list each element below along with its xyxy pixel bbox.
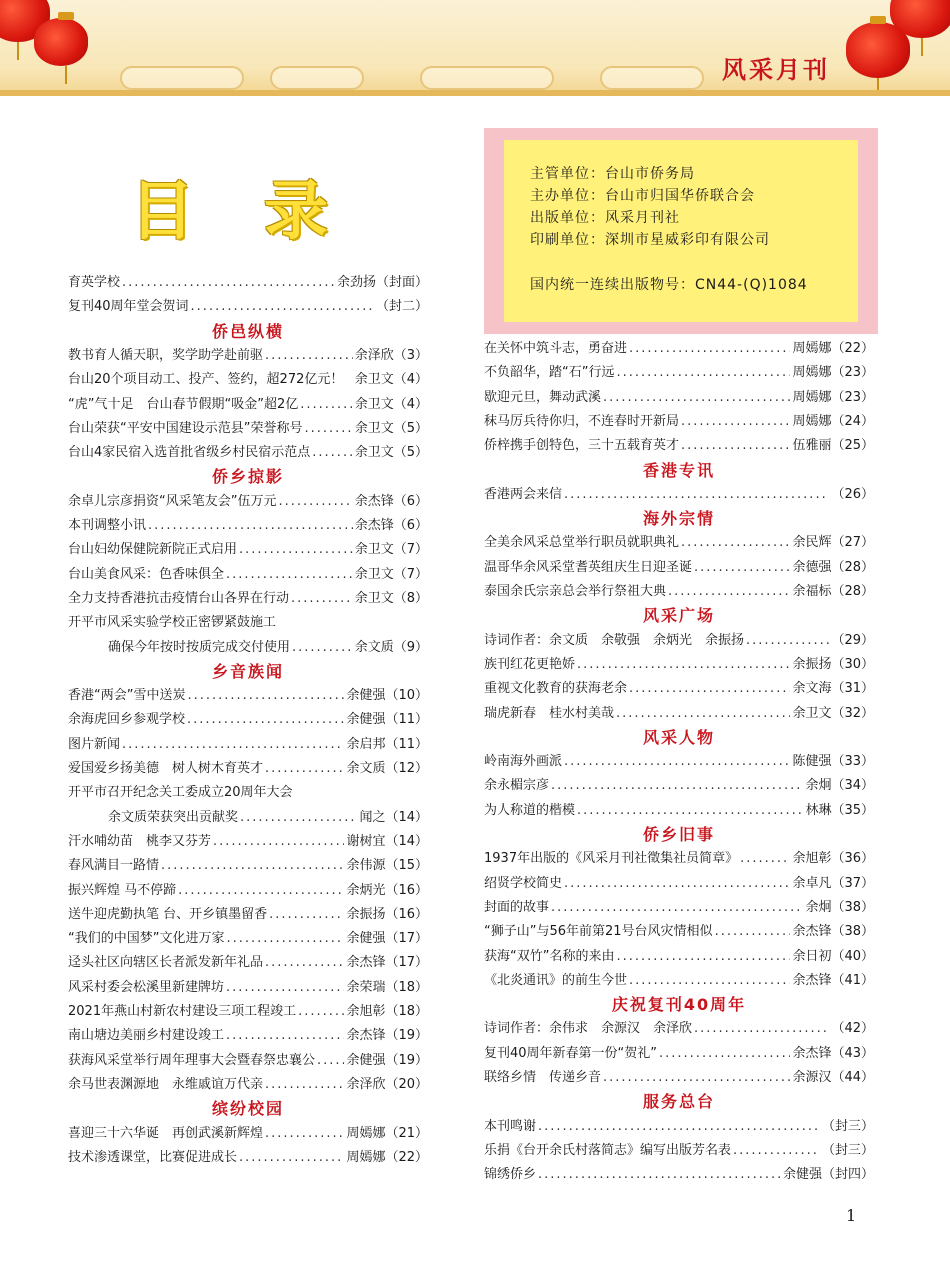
dot-leader bbox=[564, 751, 790, 773]
dot-leader bbox=[292, 637, 353, 659]
entry-title: 余文质荣获突出贡献奖 bbox=[108, 809, 239, 825]
dot-leader bbox=[178, 880, 344, 902]
dot-leader bbox=[304, 418, 352, 440]
toc-entry[interactable] bbox=[68, 1123, 428, 1145]
dot-leader bbox=[187, 685, 344, 707]
entry-title: 教书育人循天职，奖学助学赴前驱 bbox=[68, 347, 264, 363]
dot-leader bbox=[278, 491, 352, 513]
entry-author-page: 谢树宜（14） bbox=[346, 833, 428, 849]
dot-leader bbox=[659, 1043, 790, 1065]
entry-author-page: 余日初（40） bbox=[792, 948, 874, 964]
entry-author-page: 余卫文（5） bbox=[354, 420, 428, 436]
entry-author-page: 余健强（17） bbox=[346, 931, 428, 947]
entry-author-page: 余振扬（30） bbox=[792, 656, 874, 672]
dot-leader bbox=[122, 272, 335, 294]
entry-title: 春风满目一路情 bbox=[68, 858, 160, 874]
entry-title: 瑞虎新春 桂水村美哉 bbox=[484, 705, 615, 721]
entry-author-page: 余健强（19） bbox=[346, 1052, 428, 1068]
section-heading: 侨乡旧事 bbox=[642, 825, 715, 844]
entry-title: 台山20个项目动工、投产、签约，超272亿元！ bbox=[68, 372, 344, 388]
entry-author-page: 余健强（10） bbox=[346, 688, 428, 704]
dot-leader bbox=[265, 1123, 344, 1145]
entry-title: 本刊鸣谢 bbox=[484, 1118, 537, 1134]
entry-author-page: 余炯（38） bbox=[805, 899, 874, 915]
dot-leader bbox=[564, 484, 829, 506]
toc-entry[interactable] bbox=[68, 782, 428, 804]
entry-author-page: 林琳（35） bbox=[805, 802, 874, 818]
section-heading: 缤纷校园 bbox=[211, 1099, 284, 1119]
toc-entry[interactable] bbox=[68, 685, 428, 707]
toc-entry[interactable] bbox=[484, 387, 874, 409]
entry-author-page: 余旭彰（18） bbox=[346, 1004, 428, 1019]
entry-title: 台山荣获“平安中国建设示范县”荣誉称号 bbox=[68, 420, 303, 436]
entry-author-page: 陈健强（33） bbox=[792, 754, 874, 770]
entry-title: 本刊调整小讯 bbox=[68, 518, 147, 533]
dot-leader bbox=[668, 581, 790, 603]
entry-title: 锦绣侨乡 bbox=[484, 1167, 537, 1183]
toc-entry[interactable] bbox=[484, 362, 874, 384]
entry-author-page: 余伟源（15） bbox=[346, 858, 428, 874]
toc-entry[interactable] bbox=[68, 734, 428, 756]
toc-entry[interactable] bbox=[68, 418, 428, 440]
toc-entry[interactable] bbox=[68, 588, 428, 610]
entry-author-page: 余泽欣（20） bbox=[346, 1076, 428, 1092]
magazine-name: 风采月刊 bbox=[722, 55, 830, 84]
dot-leader bbox=[317, 1050, 344, 1072]
dot-leader bbox=[681, 435, 790, 457]
entry-title: 全美余风采总堂举行职员就职典礼 bbox=[484, 535, 680, 551]
dot-leader bbox=[616, 946, 790, 968]
toc-entry[interactable] bbox=[68, 904, 428, 926]
toc-entry[interactable] bbox=[484, 1164, 874, 1186]
dot-leader bbox=[629, 338, 790, 360]
entry-author-page: 余炳光（16） bbox=[346, 882, 428, 898]
entry-title: 振兴辉煌 马不停蹄 bbox=[68, 882, 177, 898]
entry-author-page: 余卫文（32） bbox=[792, 705, 874, 721]
entry-title: 族刊红花更艳娇 bbox=[484, 656, 576, 672]
toc-entry[interactable] bbox=[484, 946, 874, 968]
entry-author-page: 余启邦（11） bbox=[346, 736, 428, 752]
section-heading: 侨乡掠影 bbox=[211, 467, 284, 487]
dot-leader bbox=[226, 564, 353, 586]
toc-entry[interactable] bbox=[484, 484, 874, 506]
entry-title: 余马世表渊源地 永维戚谊万代亲 bbox=[68, 1076, 264, 1092]
dot-leader bbox=[226, 977, 344, 999]
toc-entry[interactable] bbox=[68, 539, 428, 561]
entry-author-page: 余文质（9） bbox=[354, 639, 428, 655]
entry-author-page: 余文海（31） bbox=[792, 681, 874, 697]
entry-title: 开平市风采实验学校正密锣紧鼓施工 bbox=[68, 615, 277, 631]
entry-author-page: 闻之（14） bbox=[359, 809, 428, 825]
entry-author-page: （42） bbox=[831, 1021, 874, 1037]
toc-entry[interactable] bbox=[68, 880, 428, 902]
dot-leader bbox=[312, 442, 352, 464]
section-heading: 服务总台 bbox=[642, 1092, 715, 1112]
lantern-left-icon bbox=[34, 18, 88, 66]
entry-title: 送牛迎虎勤执笔 台、开乡镇墨留香 bbox=[68, 906, 268, 922]
entry-title: 台山4家民宿入选首批省级乡村民宿示范点 bbox=[68, 445, 311, 461]
entry-author-page: 余德强（28） bbox=[792, 559, 874, 575]
entry-title: 爱国爱乡扬美德 树人树木育英才 bbox=[68, 761, 264, 776]
dot-leader bbox=[551, 775, 803, 797]
dot-leader bbox=[603, 1067, 790, 1089]
entry-author-page: 余炯（34） bbox=[805, 778, 874, 794]
entry-author-page: 余杰锋（6） bbox=[354, 493, 428, 509]
entry-author-page: 周嫣娜（22） bbox=[792, 341, 874, 356]
toc-entry[interactable] bbox=[68, 515, 428, 537]
toc-entry[interactable] bbox=[484, 581, 874, 603]
toc-entry[interactable] bbox=[68, 272, 428, 294]
toc-entry[interactable] bbox=[484, 751, 874, 773]
toc-title: 目录 bbox=[130, 175, 398, 249]
dot-leader bbox=[265, 758, 344, 780]
entry-author-page: 余健强（封四） bbox=[782, 1167, 874, 1183]
toc-entry[interactable] bbox=[484, 848, 874, 870]
entry-title: 台山美食风采：色香味俱全 bbox=[68, 566, 225, 582]
toc-entry[interactable] bbox=[484, 630, 874, 652]
entry-author-page: 余卫文（7） bbox=[354, 542, 428, 558]
dot-leader bbox=[265, 952, 344, 974]
dot-leader bbox=[161, 855, 344, 877]
dot-leader bbox=[681, 411, 790, 433]
toc-entry[interactable] bbox=[68, 369, 428, 391]
toc-entry[interactable] bbox=[484, 411, 874, 433]
entry-title: 岭南海外画派 bbox=[484, 754, 563, 770]
entry-author-page: 余杰锋（41） bbox=[792, 972, 874, 988]
toc-entry[interactable] bbox=[484, 532, 874, 554]
info-serial-number: 国内统一连续出版物号：CN44-(Q)1084 bbox=[530, 277, 808, 293]
entry-title: 余卓儿宗彦捐资“风采笔友会”伍万元 bbox=[68, 493, 277, 509]
toc-entry[interactable] bbox=[484, 1116, 874, 1138]
toc-entry[interactable] bbox=[484, 557, 874, 579]
dot-leader bbox=[300, 394, 353, 416]
entry-title: 图片新闻 bbox=[68, 736, 121, 752]
section-heading: 风采人物 bbox=[642, 727, 715, 747]
entry-author-page: 余福标（28） bbox=[792, 584, 874, 599]
dot-leader bbox=[187, 709, 344, 731]
entry-title: 诗词作者：余文质 余敬强 余炳光 余振扬 bbox=[484, 632, 745, 648]
entry-author-page: （封三） bbox=[821, 1118, 874, 1134]
toc-entry[interactable] bbox=[68, 709, 428, 731]
toc-entry[interactable] bbox=[484, 873, 874, 895]
info-supervisor: 主管单位：台山市侨务局 bbox=[530, 166, 695, 182]
dot-leader bbox=[191, 296, 374, 318]
entry-author-page: 余源汉（44） bbox=[792, 1070, 874, 1085]
toc-entry[interactable] bbox=[68, 1074, 428, 1096]
dot-leader bbox=[239, 1147, 344, 1169]
entry-author-page: 余卫文（4） bbox=[354, 396, 428, 412]
entry-title: 余海虎回乡参观学校 bbox=[68, 712, 186, 728]
toc-entry[interactable] bbox=[484, 338, 874, 360]
toc-entry[interactable] bbox=[484, 1067, 874, 1089]
dot-leader bbox=[577, 800, 803, 822]
toc-entry[interactable] bbox=[68, 612, 428, 634]
cloud-ornament bbox=[600, 66, 704, 90]
entry-author-page: （26） bbox=[831, 486, 874, 502]
dot-leader bbox=[629, 970, 790, 992]
toc-entry[interactable] bbox=[484, 921, 874, 943]
toc-entry[interactable] bbox=[484, 435, 874, 457]
entry-title: 在关怀中筑斗志，勇奋进 bbox=[484, 341, 628, 356]
entry-author-page: 余振扬（16） bbox=[346, 906, 428, 922]
toc-entry[interactable] bbox=[68, 977, 428, 999]
dot-leader bbox=[564, 873, 790, 895]
entry-author-page: 余杰锋（38） bbox=[792, 924, 874, 940]
entry-author-page: 余卫文（5） bbox=[354, 445, 428, 461]
toc-left-column bbox=[68, 272, 428, 1182]
dot-leader bbox=[538, 1164, 781, 1186]
entry-author-page: 伍雅丽（25） bbox=[792, 438, 874, 454]
entry-title: 温哥华余风采堂耆英组庆生日迎圣诞 bbox=[484, 559, 693, 575]
dot-leader bbox=[298, 1001, 344, 1023]
dot-leader bbox=[226, 928, 344, 950]
dot-leader bbox=[122, 734, 344, 756]
entry-title: 封面的故事 bbox=[484, 899, 550, 915]
entry-title: 重视文化教育的获海老余 bbox=[484, 681, 628, 697]
dot-leader bbox=[577, 654, 790, 676]
dot-leader bbox=[616, 362, 790, 384]
entry-author-page: 周嫣娜（24） bbox=[792, 413, 874, 429]
toc-entry[interactable] bbox=[68, 928, 428, 950]
page-number: 1 bbox=[846, 1206, 857, 1225]
entry-title: 开平市召开纪念关工委成立20周年大会 bbox=[68, 785, 293, 801]
info-sponsor: 主办单位：台山市归国华侨联合会 bbox=[530, 188, 755, 204]
dot-leader bbox=[240, 807, 357, 829]
entry-title: 汗水哺幼苗 桃李又芬芳 bbox=[68, 833, 212, 849]
toc-entry[interactable] bbox=[484, 703, 874, 725]
toc-entry[interactable] bbox=[68, 1147, 428, 1169]
toc-entry[interactable] bbox=[68, 1050, 428, 1072]
dot-leader bbox=[694, 1018, 829, 1040]
toc-entry[interactable] bbox=[68, 952, 428, 974]
section-heading: 香港专讯 bbox=[642, 460, 715, 480]
entry-author-page: 余杰锋（6） bbox=[354, 518, 428, 533]
entry-author-page: 周嫣娜（23） bbox=[792, 365, 874, 381]
toc-entry[interactable] bbox=[484, 678, 874, 700]
dot-leader bbox=[345, 369, 352, 391]
toc-entry[interactable] bbox=[484, 897, 874, 919]
header-banner bbox=[0, 0, 950, 96]
dot-leader bbox=[681, 532, 790, 554]
toc-entry[interactable] bbox=[68, 345, 428, 367]
entry-author-page: 余文质（12） bbox=[346, 761, 428, 776]
entry-author-page: 周嫣娜（22） bbox=[346, 1149, 428, 1165]
dot-leader bbox=[733, 1140, 820, 1162]
dot-leader bbox=[213, 831, 344, 853]
entry-title: 获海“双竹”名称的来由 bbox=[484, 948, 615, 964]
dot-leader bbox=[746, 630, 829, 652]
toc-entry[interactable] bbox=[68, 442, 428, 464]
dot-leader bbox=[551, 897, 803, 919]
entry-title: 秣马厉兵待你归，不连春时开新局 bbox=[484, 413, 680, 429]
dot-leader bbox=[265, 345, 353, 367]
toc-entry[interactable] bbox=[68, 491, 428, 513]
entry-title: 迳头社区向辖区长者派发新年礼品 bbox=[68, 955, 264, 971]
toc-entry[interactable] bbox=[68, 637, 428, 659]
toc-entry[interactable] bbox=[68, 758, 428, 780]
dot-leader bbox=[291, 588, 353, 610]
entry-author-page: 余杰锋（19） bbox=[346, 1028, 428, 1044]
entry-title: “狮子山”与56年前第21号台风灾情相似 bbox=[484, 924, 713, 940]
toc-entry[interactable] bbox=[484, 970, 874, 992]
entry-title: 全力支持香港抗击疫情台山各界在行动 bbox=[68, 590, 290, 606]
dot-leader bbox=[148, 515, 353, 537]
entry-title: 余永楣宗彦 bbox=[484, 778, 550, 794]
entry-author-page: （封二） bbox=[375, 299, 428, 315]
entry-title: 联络乡情 传递乡音 bbox=[484, 1070, 602, 1085]
entry-title: 歇迎元旦，舞动武溪 bbox=[484, 389, 602, 405]
section-heading: 乡音族闻 bbox=[211, 661, 284, 681]
cloud-ornament bbox=[420, 66, 554, 90]
dot-leader bbox=[278, 612, 426, 634]
toc-entry[interactable] bbox=[68, 394, 428, 416]
toc-entry[interactable] bbox=[484, 775, 874, 797]
dot-leader bbox=[239, 539, 353, 561]
dot-leader bbox=[265, 1074, 344, 1096]
entry-title: 风采村委会松溪里新建牌坊 bbox=[68, 979, 225, 995]
entry-author-page: 余卓凡（37） bbox=[792, 875, 874, 891]
entry-title: 技术渗透课堂，比赛促进成长 bbox=[68, 1149, 238, 1165]
toc-entry[interactable] bbox=[484, 1018, 874, 1040]
entry-author-page: 余杰锋（43） bbox=[792, 1045, 874, 1061]
entry-title: 香港“两会”雪中送炭 bbox=[68, 688, 186, 704]
toc-entry[interactable] bbox=[68, 831, 428, 853]
entry-author-page: 周嫣娜（21） bbox=[346, 1125, 428, 1141]
section-heading: 庆祝复刊40周年 bbox=[611, 995, 747, 1015]
info-publisher: 出版单位：风采月刊社 bbox=[530, 210, 680, 226]
entry-author-page: 余旭彰（36） bbox=[792, 851, 874, 867]
section-heading: 侨邑纵横 bbox=[211, 321, 284, 341]
entry-author-page: 余杰锋（17） bbox=[346, 955, 428, 971]
entry-author-page: 余卫文（8） bbox=[354, 590, 428, 606]
entry-title: 诗词作者：余伟求 余源汉 余泽欣 bbox=[484, 1021, 693, 1037]
entry-author-page: 周嫣娜（23） bbox=[792, 389, 874, 405]
entry-title: 南山塘边美丽乡村建设竣工 bbox=[68, 1028, 225, 1044]
entry-title: 获海风采堂举行周年理事大会暨春祭忠襄公 bbox=[68, 1052, 316, 1068]
cloud-ornament bbox=[270, 66, 364, 90]
entry-title: 喜迎三十六华诞 再创武溪新辉煌 bbox=[68, 1125, 264, 1141]
entry-title: 确保今年按时按质完成交付使用 bbox=[108, 639, 291, 655]
entry-title: 不负韶华，踏“石”行远 bbox=[484, 365, 615, 381]
entry-title: 为人称道的楷模 bbox=[484, 802, 576, 818]
section-heading: 风采广场 bbox=[642, 606, 715, 626]
entry-author-page: 余卫文（7） bbox=[354, 566, 428, 582]
toc-entry[interactable] bbox=[484, 1043, 874, 1065]
section-heading: 海外宗情 bbox=[642, 509, 715, 529]
entry-title: 育英学校 bbox=[68, 275, 121, 290]
entry-title: 2021年燕山村新农村建设三项工程竣工 bbox=[68, 1004, 297, 1019]
toc-entry[interactable] bbox=[68, 296, 428, 318]
entry-title: 绍贤学校简史 bbox=[484, 875, 563, 891]
info-printer: 印刷单位：深圳市星威彩印有限公司 bbox=[530, 232, 770, 248]
toc-entry[interactable] bbox=[68, 855, 428, 877]
entry-author-page: 余泽欣（3） bbox=[354, 347, 428, 363]
dot-leader bbox=[269, 904, 344, 926]
banner-stripe bbox=[0, 90, 950, 96]
toc-right-column bbox=[484, 338, 874, 1183]
toc-entry[interactable] bbox=[484, 800, 874, 822]
entry-title: 乐捐《台开余氏村落简志》编写出版芳名表 bbox=[484, 1142, 732, 1158]
entry-title: 泰国余氏宗亲总会举行祭祖大典 bbox=[484, 584, 667, 599]
toc-entry[interactable] bbox=[484, 1140, 874, 1162]
entry-author-page: 余卫文（4） bbox=[354, 372, 428, 388]
dot-leader bbox=[629, 678, 790, 700]
dot-leader bbox=[295, 782, 426, 804]
dot-leader bbox=[694, 557, 790, 579]
toc-entry[interactable] bbox=[68, 1025, 428, 1047]
dot-leader bbox=[740, 848, 790, 870]
entry-title: 香港两会来信 bbox=[484, 486, 563, 502]
entry-author-page: 余民辉（27） bbox=[792, 535, 874, 551]
entry-title: 《北炎通讯》的前生今世 bbox=[484, 972, 628, 988]
entry-title: 复刊40周年新春第一份“贺礼” bbox=[484, 1045, 658, 1061]
entry-title: 台山妇幼保健院新院正式启用 bbox=[68, 542, 238, 558]
entry-author-page: （封三） bbox=[821, 1142, 874, 1158]
info-box bbox=[504, 140, 858, 322]
entry-title: 1937年出版的《风采月刊社徵集社员简章》 bbox=[484, 851, 739, 867]
entry-title: 侨梓携手创特色，三十五载育英才 bbox=[484, 438, 680, 454]
toc-entry[interactable] bbox=[68, 1001, 428, 1023]
toc-entry[interactable] bbox=[484, 654, 874, 676]
dot-leader bbox=[226, 1025, 344, 1047]
entry-title: 复刊40周年堂会贺词 bbox=[68, 299, 189, 315]
toc-entry[interactable] bbox=[68, 564, 428, 586]
entry-title: “虎”气十足 台山春节假期“吸金”超2亿 bbox=[68, 396, 299, 412]
dot-leader bbox=[616, 703, 790, 725]
entry-title: “我们的中国梦”文化进万家 bbox=[68, 931, 225, 947]
dot-leader bbox=[715, 921, 791, 943]
entry-author-page: 余健强（11） bbox=[346, 712, 428, 728]
toc-entry[interactable] bbox=[68, 807, 428, 829]
entry-author-page: 余荣瑞（18） bbox=[346, 979, 428, 995]
dot-leader bbox=[603, 387, 790, 409]
cloud-ornament bbox=[120, 66, 244, 90]
entry-author-page: （29） bbox=[831, 632, 874, 648]
dot-leader bbox=[538, 1116, 820, 1138]
entry-author-page: 余劲扬（封面） bbox=[336, 275, 428, 290]
